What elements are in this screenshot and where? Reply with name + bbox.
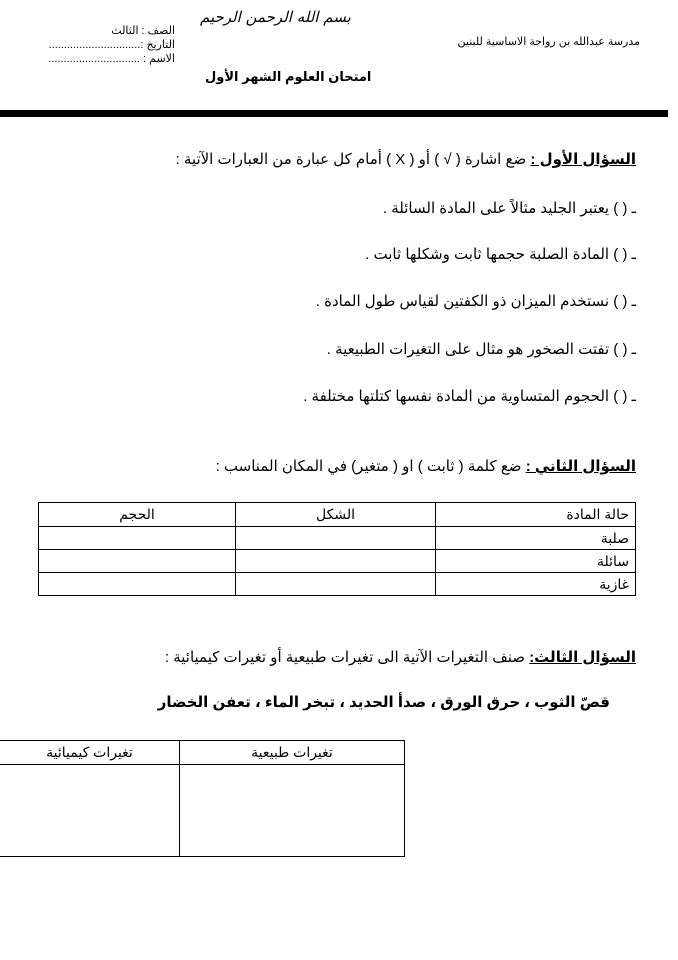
q3-cell-physical[interactable] <box>180 765 405 857</box>
q2-row-solid: صلبة <box>436 527 636 550</box>
q3-label: السؤال الثالث: <box>529 649 636 666</box>
q2-cell[interactable] <box>236 550 436 573</box>
date-field[interactable]: التاريخ :.............................. <box>48 39 175 51</box>
basmala: بسم الله الرحمن الرحيم <box>200 8 351 26</box>
q1-item-5: ـ ( ) الحجوم المتساوية من المادة نفسها كتلتها مختلفة . <box>303 388 636 405</box>
q3-table <box>0 740 405 857</box>
name-field[interactable]: الاسم : .............................. <box>48 53 175 65</box>
header-divider <box>0 110 668 117</box>
q3-instruction: صنف التغيرات الآتية الى تغيرات طبيعية أو تغيرات كيميائية : <box>164 649 526 666</box>
q1-item-3: ـ ( ) نستخدم الميزان ذو الكفتين لقياس طول المادة . <box>315 293 636 310</box>
q2-row-gas: غازية <box>436 573 636 596</box>
q2-heading <box>216 457 636 475</box>
q2-label: السؤال الثاني : <box>525 458 636 475</box>
q3-heading <box>165 648 636 666</box>
q1-heading <box>176 150 636 168</box>
q2-cell[interactable] <box>39 573 236 596</box>
school-name: مدرسة عبدالله بن رواحة الاساسية للبنين <box>457 36 640 48</box>
q2-cell[interactable] <box>39 527 236 550</box>
q1-item-1: ـ ( ) يعتبر الجليد مثالاً على المادة السائلة . <box>382 200 636 217</box>
q2-table <box>38 502 636 596</box>
q2-header-state: حالة المادة <box>436 503 636 527</box>
q1-instruction: ضع اشارة ( √ ) أو ( X ) أمام كل عبارة من العبارات الآتية : <box>175 151 527 168</box>
grade-label: الصف : الثالث <box>111 25 175 37</box>
q2-cell[interactable] <box>236 527 436 550</box>
q1-item-4: ـ ( ) تفتت الصخور هو مثال على التغيرات الطبيعية . <box>326 341 636 358</box>
q2-instruction: ضع كلمة ( ثابت ) او ( متغير) في المكان المناسب : <box>215 458 522 475</box>
q3-cell-chemical[interactable] <box>0 765 180 857</box>
q1-label: السؤال الأول : <box>530 151 636 168</box>
q3-words: قصّ الثوب ، حرق الورق ، صدأ الحديد ، تبخر الماء ، تعفن الخضار <box>157 694 610 711</box>
q2-header-volume: الحجم <box>39 503 236 527</box>
q2-cell[interactable] <box>236 573 436 596</box>
q1-item-2: ـ ( ) المادة الصلبة حجمها ثابت وشكلها ثابت . <box>365 246 636 263</box>
exam-title: امتحان العلوم الشهر الأول <box>205 69 372 84</box>
q2-row-liquid: سائلة <box>436 550 636 573</box>
q2-cell[interactable] <box>39 550 236 573</box>
q3-header-physical: تغيرات طبيعية <box>180 741 405 765</box>
q3-header-chemical: تغيرات كيميائية <box>0 741 180 765</box>
q2-header-shape: الشكل <box>236 503 436 527</box>
